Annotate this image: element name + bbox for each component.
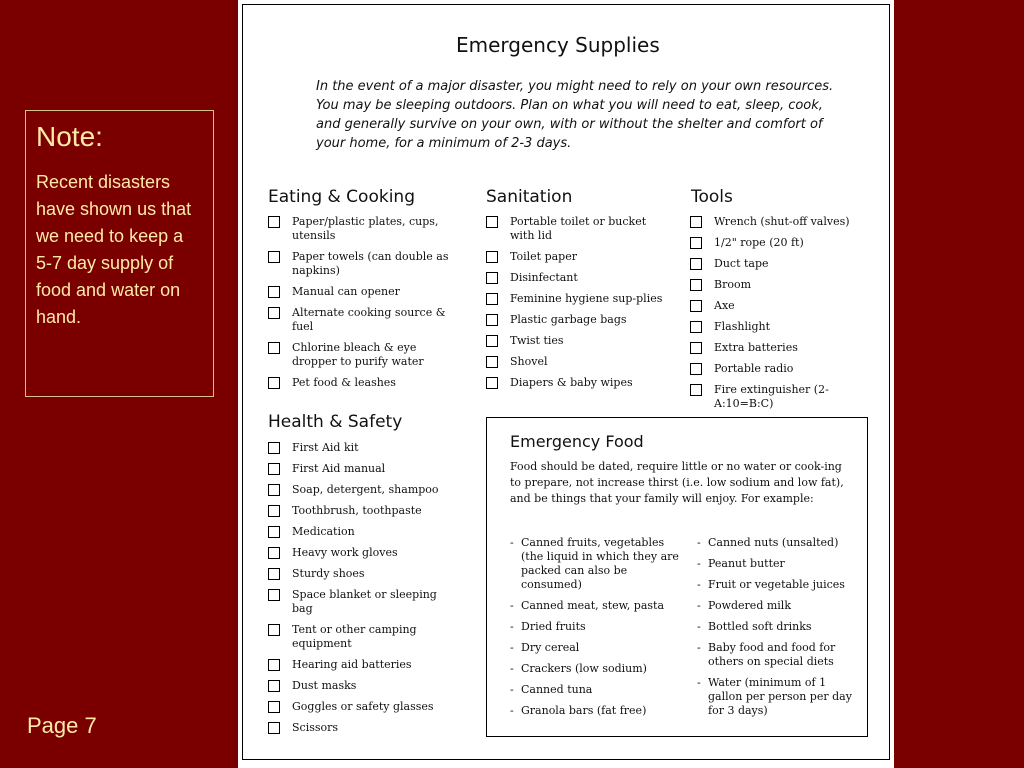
checklist-item-label: Scissors xyxy=(292,721,339,734)
checklist-item-label: Manual can opener xyxy=(292,285,400,298)
checklist-item xyxy=(268,588,458,616)
checklist-item xyxy=(268,567,458,581)
checklist-item-label: Soap, detergent, shampoo xyxy=(292,483,439,496)
checklist-item xyxy=(486,215,666,243)
emergency-food-box xyxy=(486,417,868,737)
food-item: - Peanut butter xyxy=(697,557,857,571)
checkbox-icon xyxy=(486,251,498,263)
tools-list xyxy=(690,215,870,418)
document-title: Emergency Supplies xyxy=(456,33,660,57)
checklist-item-label: Sturdy shoes xyxy=(292,567,365,580)
checklist-item-label: Wrench (shut-off valves) xyxy=(714,215,850,228)
checkbox-icon xyxy=(690,216,702,228)
food-item: - Powdered milk xyxy=(697,599,857,613)
checklist-item xyxy=(268,483,458,497)
checklist-item-label: Axe xyxy=(714,299,735,312)
checkbox-icon xyxy=(268,286,280,298)
checklist-item xyxy=(690,362,870,376)
checklist-item xyxy=(268,623,458,651)
food-item: - Granola bars (fat free) xyxy=(510,704,680,718)
checklist-item-label: Toilet paper xyxy=(510,250,577,263)
checklist-item xyxy=(268,504,458,518)
checkbox-icon xyxy=(690,258,702,270)
checklist-item-label: Heavy work gloves xyxy=(292,546,398,559)
checklist-item xyxy=(486,313,666,327)
checkbox-icon xyxy=(268,377,280,389)
checklist-item-label: Paper/plastic plates, cups, utensils xyxy=(292,215,439,242)
checklist-item-label: Dust masks xyxy=(292,679,357,692)
checklist-item-label: Flashlight xyxy=(714,320,771,333)
checkbox-icon xyxy=(486,272,498,284)
checkbox-icon xyxy=(486,377,498,389)
food-item: - Bottled soft drinks xyxy=(697,620,857,634)
checklist-item xyxy=(268,700,458,714)
checklist-item-label: Extra batteries xyxy=(714,341,798,354)
note-box xyxy=(25,110,214,397)
checklist-item xyxy=(486,334,666,348)
checklist-item xyxy=(268,525,458,539)
checklist-item-label: Broom xyxy=(714,278,752,291)
food-item: - Water (minimum of 1 gallon per person per day for 3 days) xyxy=(697,676,857,718)
checkbox-icon xyxy=(690,363,702,375)
checklist-item-label: Portable toilet or bucket with lid xyxy=(510,215,647,242)
checkbox-icon xyxy=(268,342,280,354)
checkbox-icon xyxy=(268,589,280,601)
checkbox-icon xyxy=(690,342,702,354)
checklist-item xyxy=(268,679,458,693)
checklist-item-label: Disinfectant xyxy=(510,271,578,284)
checklist-item xyxy=(690,341,870,355)
checkbox-icon xyxy=(268,442,280,454)
emergency-food-description: Food should be dated, require little or no water or cook-ing to prepare, not increase thirst (i.e. low sodium and low fat), and be things that your family will enjoy. For example: xyxy=(510,460,844,505)
checkbox-icon xyxy=(268,463,280,475)
checklist-item xyxy=(268,376,458,390)
emergency-food-heading: Emergency Food xyxy=(510,432,644,451)
checklist-item-label: First Aid manual xyxy=(292,462,386,475)
food-item: - Fruit or vegetable juices xyxy=(697,578,857,592)
food-item: - Canned tuna xyxy=(510,683,680,697)
checkbox-icon xyxy=(486,216,498,228)
checklist-item-label: Fire extinguisher (2-A:10=B:C) xyxy=(714,383,829,410)
document-page xyxy=(238,0,894,768)
checkbox-icon xyxy=(690,384,702,396)
checklist-item xyxy=(268,546,458,560)
page-number: Page 7 xyxy=(27,713,97,738)
checklist-item-label: Portable radio xyxy=(714,362,794,375)
checklist-item xyxy=(268,462,458,476)
checklist-item-label: Shovel xyxy=(510,355,548,368)
checkbox-icon xyxy=(268,624,280,636)
checklist-item-label: 1/2" rope (20 ft) xyxy=(714,236,804,249)
checklist-item xyxy=(268,285,458,299)
checklist-item-label: Goggles or safety glasses xyxy=(292,700,434,713)
food-item: - Dry cereal xyxy=(510,641,680,655)
checklist-item xyxy=(486,271,666,285)
checkbox-icon xyxy=(268,505,280,517)
note-text: Recent disasters have shown us that we need to keep a 5-7 day supply of food and water on hand. xyxy=(36,172,192,327)
checklist-item xyxy=(268,658,458,672)
checkbox-icon xyxy=(486,335,498,347)
sanitation-list xyxy=(486,215,666,397)
checklist-item-label: Pet food & leashes xyxy=(292,376,396,389)
checkbox-icon xyxy=(268,659,280,671)
checklist-item xyxy=(268,215,458,243)
checkbox-icon xyxy=(486,356,498,368)
eating-cooking-heading: Eating & Cooking xyxy=(268,187,415,207)
checkbox-icon xyxy=(690,321,702,333)
checklist-item-label: Paper towels (can double as napkins) xyxy=(292,250,449,277)
checklist-item xyxy=(268,441,458,455)
tools-heading: Tools xyxy=(691,187,733,207)
checklist-item xyxy=(268,250,458,278)
checklist-item-label: Alternate cooking source & fuel xyxy=(292,306,446,333)
checklist-item xyxy=(486,376,666,390)
checkbox-icon xyxy=(268,547,280,559)
checkbox-icon xyxy=(268,251,280,263)
food-list-right xyxy=(697,536,857,725)
food-item: - Baby food and food for others on special diets xyxy=(697,641,857,669)
sanitation-heading: Sanitation xyxy=(486,187,573,207)
checklist-item xyxy=(690,236,870,250)
checklist-item xyxy=(486,250,666,264)
checklist-item-label: Duct tape xyxy=(714,257,769,270)
checkbox-icon xyxy=(268,680,280,692)
checklist-item xyxy=(690,320,870,334)
checklist-item-label: Feminine hygiene sup-plies xyxy=(510,292,663,305)
checklist-item xyxy=(486,355,666,369)
eating-cooking-list xyxy=(268,215,458,397)
checklist-item xyxy=(268,306,458,334)
checklist-item-label: Chlorine bleach & eye dropper to purify water xyxy=(292,341,424,368)
checklist-item-label: Diapers & baby wipes xyxy=(510,376,633,389)
checkbox-icon xyxy=(690,300,702,312)
checkbox-icon xyxy=(268,307,280,319)
checklist-item-label: Twist ties xyxy=(510,334,564,347)
checklist-item xyxy=(690,278,870,292)
note-title: Note: xyxy=(36,121,103,152)
checklist-item-label: Space blanket or sleeping bag xyxy=(292,588,437,615)
checkbox-icon xyxy=(486,293,498,305)
checkbox-icon xyxy=(268,568,280,580)
checklist-item xyxy=(486,292,666,306)
food-list-left xyxy=(510,536,680,725)
checkbox-icon xyxy=(690,237,702,249)
checkbox-icon xyxy=(268,722,280,734)
food-item: - Canned meat, stew, pasta xyxy=(510,599,680,613)
food-item: - Canned fruits, vegetables (the liquid in which they are packed can also be consumed) xyxy=(510,536,680,592)
checkbox-icon xyxy=(690,279,702,291)
checkbox-icon xyxy=(486,314,498,326)
checklist-item xyxy=(690,299,870,313)
checklist-item xyxy=(268,341,458,369)
checklist-item-label: Hearing aid batteries xyxy=(292,658,412,671)
food-item: - Crackers (low sodium) xyxy=(510,662,680,676)
health-safety-list xyxy=(268,441,458,742)
checkbox-icon xyxy=(268,526,280,538)
checklist-item-label: First Aid kit xyxy=(292,441,359,454)
checklist-item xyxy=(690,383,870,411)
checkbox-icon xyxy=(268,701,280,713)
checklist-item-label: Medication xyxy=(292,525,355,538)
checklist-item-label: Tent or other camping equipment xyxy=(292,623,417,650)
food-item: - Dried fruits xyxy=(510,620,680,634)
food-item: - Canned nuts (unsalted) xyxy=(697,536,857,550)
checkbox-icon xyxy=(268,216,280,228)
checkbox-icon xyxy=(268,484,280,496)
health-safety-heading: Health & Safety xyxy=(268,412,403,432)
checklist-item xyxy=(690,257,870,271)
intro-paragraph: In the event of a major disaster, you might need to rely on your own resources. You may be sleeping outdoors. Plan on what you will need to eat, sleep, cook, and generally survive on your own, with or without the shelter and comfort of your home, for a minimum of 2-3 days. xyxy=(316,79,834,151)
checklist-item-label: Toothbrush, toothpaste xyxy=(292,504,422,517)
checklist-item xyxy=(268,721,458,735)
checklist-item-label: Plastic garbage bags xyxy=(510,313,627,326)
checklist-item xyxy=(690,215,870,229)
